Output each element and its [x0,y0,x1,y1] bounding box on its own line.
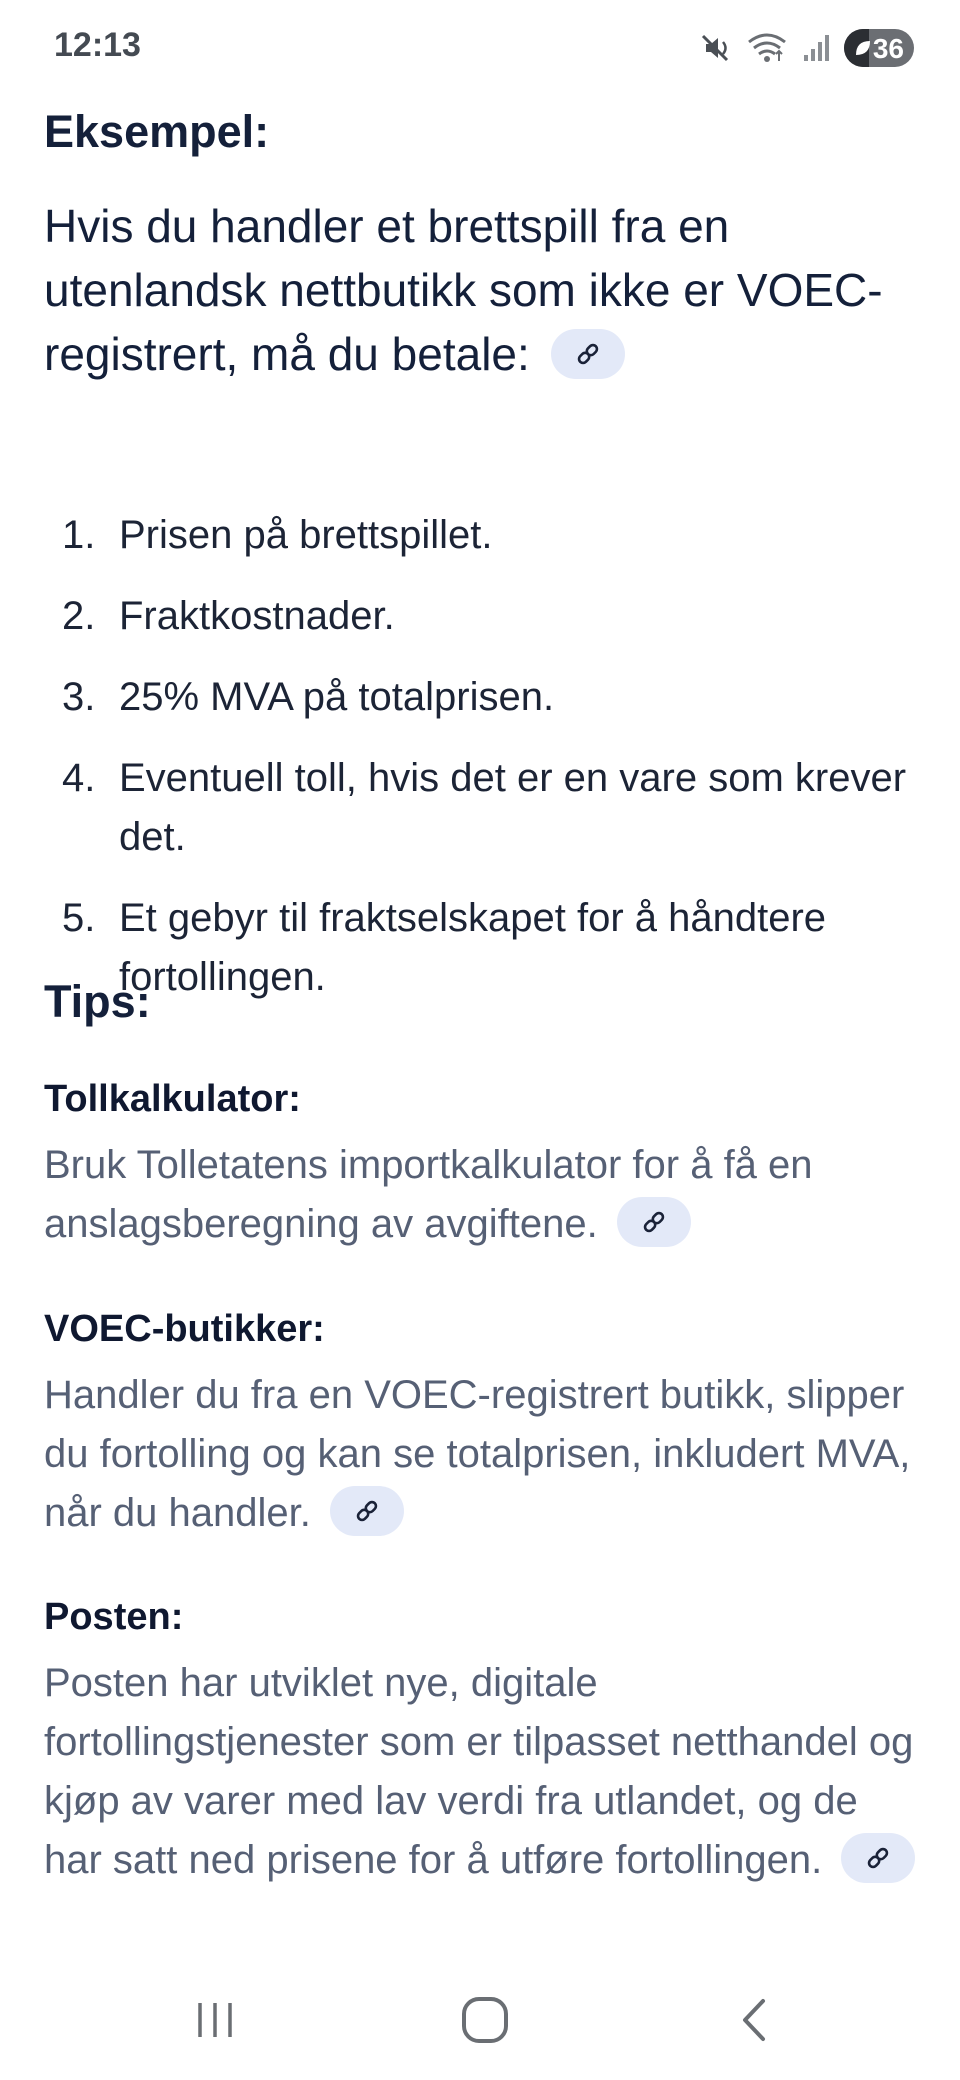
recent-apps-button[interactable] [180,1990,250,2050]
status-bar [0,0,960,96]
list-item [44,506,924,565]
wifi-icon [746,31,788,65]
tip-title: VOEC-butikker: [44,1308,325,1350]
link-icon [641,1209,667,1235]
list-number: 4. [62,756,96,800]
source-link-chip[interactable] [841,1833,915,1883]
tips-heading: Tips: [44,976,151,1027]
tip-body [44,1366,924,1543]
mute-icon [698,31,732,65]
list-item [44,749,924,867]
list-item [44,587,924,646]
list-text: Et gebyr til fraktselskapet for å håndtere fortollingen. [119,896,827,999]
tip-body [44,1136,924,1254]
tip-body [44,1654,924,1890]
tip-title: Posten: [44,1596,184,1638]
payment-steps-list [44,506,924,1007]
tip-posten [44,1592,924,1890]
example-heading: Eksempel: [44,106,270,157]
list-text: 25% MVA på totalprisen. [119,675,555,719]
list-number: 5. [62,896,96,940]
source-link-chip[interactable] [330,1486,404,1536]
back-icon [730,1995,780,2045]
navigation-bar [0,1960,960,2080]
tip-text: Posten har utviklet nye, digitale fortollingstjenester som er tilpasset netthandel og kjøp av varer med lav verdi fra utlandet, og de har satt ned prisene for å utføre fortollingen. [44,1661,914,1882]
tip-title: Tollkalkulator: [44,1078,301,1120]
tip-tollkalkulator [44,1074,924,1254]
recent-apps-icon [190,1995,240,2045]
link-icon [354,1498,380,1524]
list-item [44,889,924,1007]
list-number: 3. [62,675,96,719]
list-number: 2. [62,594,96,638]
list-item [44,668,924,727]
link-icon [575,341,601,367]
list-number: 1. [62,513,96,557]
tip-text: Handler du fra en VOEC-registrert butikk, slipper du fortolling og kan se totalprisen, inkludert MVA, når du handler. [44,1373,911,1535]
tip-voec-butikker [44,1304,924,1543]
source-link-chip[interactable] [617,1197,691,1247]
home-button[interactable] [450,1990,520,2050]
signal-icon [802,33,830,63]
intro-paragraph [44,194,924,386]
home-icon [459,1994,511,2046]
status-time: 12:13 [54,26,141,64]
battery-percentage: 36 [872,33,904,64]
link-icon [865,1845,891,1871]
status-icons [684,28,914,68]
list-text: Eventuell toll, hvis det er en vare som krever det. [119,756,907,859]
back-button[interactable] [720,1990,790,2050]
list-text: Prisen på brettspillet. [119,513,493,557]
battery-icon [844,29,914,67]
list-text: Fraktkostnader. [119,594,395,638]
intro-text: Hvis du handler et brettspill fra en utenlandsk nettbutikk som ikke er VOEC-registrert, må du betale: [44,200,883,380]
source-link-chip[interactable] [551,329,625,379]
tip-text: Bruk Tolletatens importkalkulator for å få en anslagsberegning av avgiftene. [44,1143,813,1246]
